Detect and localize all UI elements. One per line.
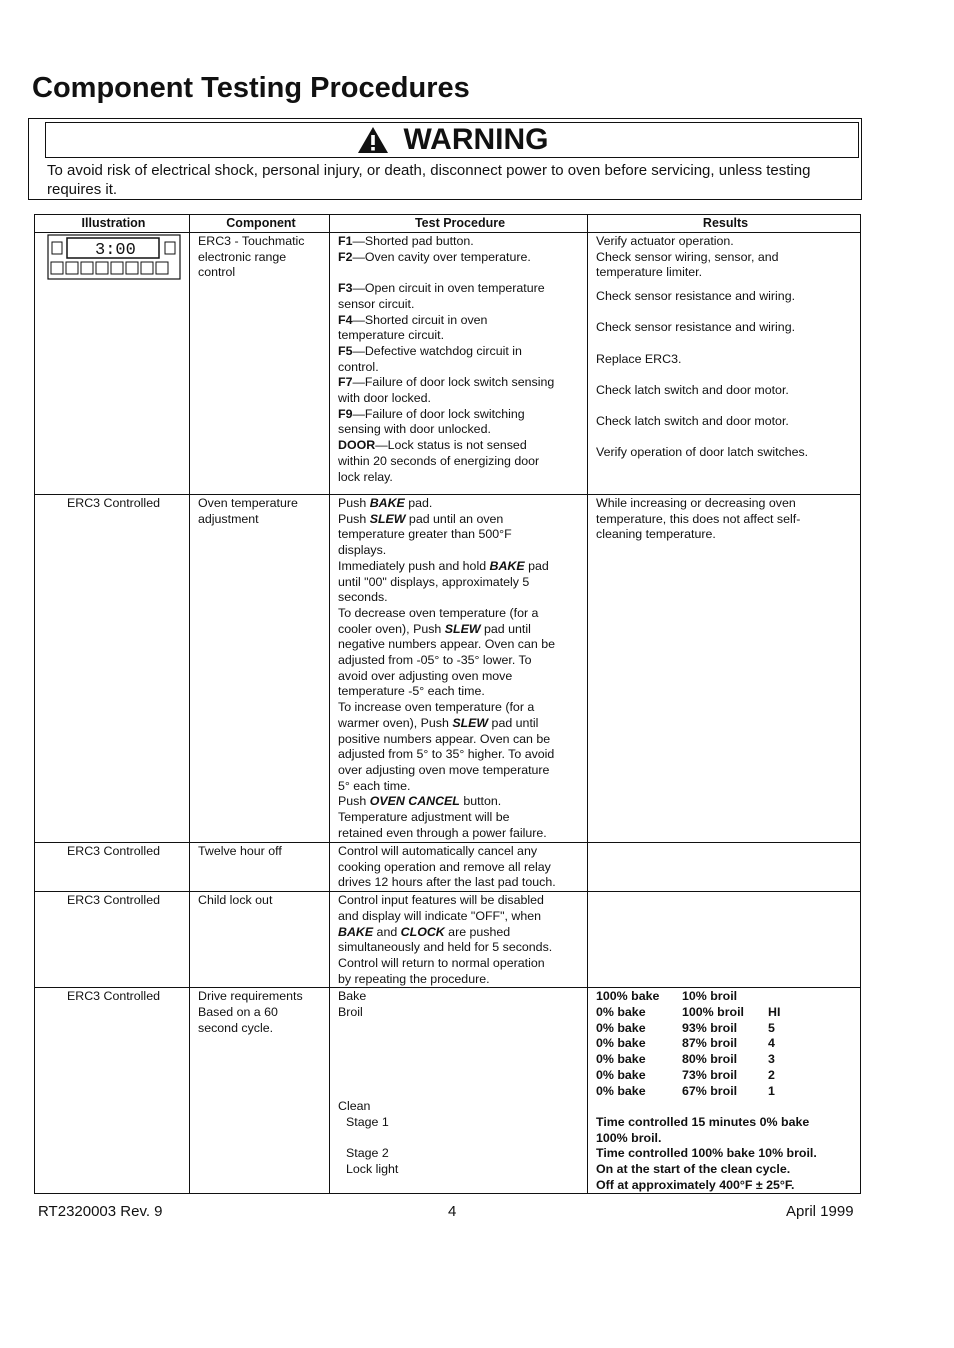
result-line: Time controlled 15 minutes 0% bake (596, 1114, 810, 1129)
header-illustration: Illustration (35, 215, 190, 233)
procedure-line: temperature greater than 500°F (338, 527, 512, 542)
drive-row: 0% bake 67% broil 1 (596, 1083, 775, 1098)
result-line: temperature limiter. (596, 265, 703, 280)
result-line: Check latch switch and door motor. (596, 382, 789, 397)
component-line: electronic range (198, 249, 287, 264)
results-cell (588, 843, 861, 892)
procedure-line: cooking operation and remove all relay (338, 859, 551, 874)
component-cell (190, 843, 330, 892)
code-key: F1 (338, 234, 353, 248)
component-line: Twelve hour off (198, 844, 282, 858)
code-text: —Shorted pad button. (352, 234, 474, 248)
result-line: 100% broil. (596, 1130, 662, 1145)
code-key: F5 (338, 343, 353, 358)
procedure-line: drives 12 hours after the last pad touch. (338, 875, 556, 890)
procedure-line: positive numbers appear. Oven can be (338, 731, 551, 746)
footer-page-number: 4 (448, 1203, 457, 1220)
drive-row: 0% bake 87% broil 4 (596, 1036, 775, 1051)
table-row (35, 843, 861, 892)
component-line: Based on a 60 (198, 1005, 278, 1020)
table-row (35, 495, 861, 843)
illustration-cell (35, 233, 190, 495)
warning-box (28, 118, 862, 200)
table-row (35, 988, 861, 1194)
code-text: with door locked. (338, 391, 431, 406)
procedure-line: avoid over adjusting oven move (338, 668, 513, 683)
procedure-line: Push OVEN CANCEL button. (338, 794, 502, 809)
header-results: Results (588, 215, 861, 233)
header-test-procedure: Test Procedure (330, 215, 588, 233)
drive-row: 100% bake 10% broil (596, 989, 738, 1004)
procedure-line: 5° each time. (338, 778, 411, 793)
procedure-line: Stage 1 (346, 1114, 389, 1129)
result-line: Off at approximately 400°F ± 25°F. (596, 1177, 795, 1192)
component-line: Oven temperature (198, 496, 298, 510)
code-key: DOOR (338, 438, 376, 453)
code-text: temperature circuit. (338, 328, 445, 343)
procedure-line: cooler oven), Push SLEW pad until (338, 621, 531, 636)
results-cell (588, 892, 861, 988)
procedure-line: Temperature adjustment will be (338, 810, 510, 825)
procedure-line: and display will indicate "OFF", when (338, 908, 542, 923)
procedure-cell (330, 233, 588, 495)
code-text: sensor circuit. (338, 296, 415, 311)
procedure-line: Lock light (346, 1161, 399, 1176)
component-cell (190, 892, 330, 988)
result-line: While increasing or decreasing oven (596, 496, 796, 510)
procedure-line: Push SLEW pad until an oven (338, 511, 504, 526)
procedure-line: temperature -5° each time. (338, 684, 485, 699)
footer-date: April 1999 (786, 1203, 854, 1220)
drive-row: 0% bake 73% broil 2 (596, 1067, 775, 1082)
procedure-line: BAKE and CLOCK are pushed (338, 924, 511, 939)
procedure-line: simultaneously and held for 5 seconds. (338, 940, 553, 955)
code-key: F7 (338, 375, 353, 390)
drive-row: 0% bake 80% broil 3 (596, 1052, 775, 1067)
component-line: second cycle. (198, 1020, 274, 1035)
code-text: —Lock status is not sensed (375, 438, 527, 453)
component-line: Child lock out (198, 893, 273, 908)
procedure-line: over adjusting oven move temperature (338, 762, 550, 777)
procedure-line: Push BAKE pad. (338, 496, 433, 510)
procedure-line: Broil (338, 1005, 363, 1020)
procedure-line: Control will return to normal operation (338, 955, 545, 970)
drive-row: 0% bake 93% broil 5 (596, 1020, 775, 1035)
code-key: F9 (338, 406, 353, 421)
procedure-line: adjusted from -05° to -35° lower. To (338, 653, 532, 668)
results-cell (588, 988, 861, 1194)
result-line: Verify actuator operation. (596, 234, 734, 248)
drive-row: 0% bake 100% broil HI (596, 1005, 781, 1020)
component-line: ERC3 - Touchmatic (198, 234, 305, 248)
component-line: adjustment (198, 511, 259, 526)
procedure-cell (330, 892, 588, 988)
component-line: Drive requirements (198, 989, 303, 1004)
code-text: lock relay. (338, 469, 393, 484)
procedure-line: retained even through a power failure. (338, 825, 547, 840)
procedure-line: displays. (338, 543, 387, 558)
procedure-line: Clean (338, 1099, 371, 1114)
procedure-line: Control will automatically cancel any (338, 844, 538, 858)
code-key: F4 (338, 312, 353, 327)
warning-header (45, 122, 859, 158)
procedure-line: To increase oven temperature (for a (338, 700, 535, 715)
code-text: —Defective watchdog circuit in (352, 343, 522, 358)
table-row (35, 233, 861, 495)
result-line: Time controlled 100% bake 10% broil. (596, 1146, 817, 1161)
illustration-cell: ERC3 Controlled (35, 892, 190, 988)
code-text: sensing with door unlocked. (338, 422, 491, 437)
result-line: Check sensor resistance and wiring. (596, 320, 796, 335)
results-cell (588, 495, 861, 843)
component-cell (190, 233, 330, 495)
procedure-line: Bake (338, 989, 367, 1004)
procedure-line: Immediately push and hold BAKE pad (338, 558, 549, 573)
procedure-line: negative numbers appear. Oven can be (338, 637, 555, 652)
display-time: 3:00 (94, 241, 136, 260)
procedure-table (34, 214, 861, 1194)
procedure-line: Stage 2 (346, 1146, 389, 1161)
procedure-line: by repeating the procedure. (338, 971, 490, 986)
illustration-cell: ERC3 Controlled (35, 843, 190, 892)
illustration-cell: ERC3 Controlled (35, 988, 190, 1194)
code-text: control. (338, 359, 379, 374)
result-line: temperature, this does not affect self- (596, 511, 801, 526)
warning-heading: WARNING (403, 123, 549, 156)
warning-text: To avoid risk of electrical shock, personal injury, or death, disconnect power to oven before servicing, unless testing requires it. (47, 162, 811, 198)
procedure-line: adjusted from 5° to 35° higher. To avoid (338, 747, 555, 762)
result-line: Check sensor wiring, sensor, and (596, 249, 779, 264)
component-line: control (198, 265, 236, 280)
footer-doc-number: RT2320003 Rev. 9 (38, 1203, 163, 1220)
page-title: Component Testing Procedures (32, 72, 470, 104)
code-text: —Shorted circuit in oven (352, 312, 488, 327)
header-component: Component (190, 215, 330, 233)
procedure-line: Control input features will be disabled (338, 893, 544, 908)
code-text: —Oven cavity over temperature. (352, 249, 531, 264)
procedure-cell (330, 495, 588, 843)
code-key: F2 (338, 249, 353, 264)
result-line: Check latch switch and door motor. (596, 413, 789, 428)
control-panel-illustration (47, 234, 181, 280)
result-line: On at the start of the clean cycle. (596, 1162, 791, 1177)
procedure-line: To decrease oven temperature (for a (338, 605, 539, 620)
table-row (35, 892, 861, 988)
code-text: —Failure of door lock switch sensing (352, 375, 555, 390)
result-line: cleaning temperature. (596, 527, 716, 542)
code-text: —Open circuit in oven temperature (352, 281, 545, 296)
result-line: Replace ERC3. (596, 351, 682, 366)
code-key: F3 (338, 281, 353, 296)
illustration-cell: ERC3 Controlled (35, 495, 190, 843)
procedure-line: until "00" displays, approximately 5 (338, 574, 530, 589)
component-cell (190, 988, 330, 1194)
code-text: within 20 seconds of energizing door (338, 453, 540, 468)
result-line: Check sensor resistance and wiring. (596, 289, 796, 304)
component-cell (190, 495, 330, 843)
result-line: Verify operation of door latch switches. (596, 445, 809, 460)
results-cell (588, 233, 861, 495)
procedure-cell (330, 988, 588, 1194)
code-text: —Failure of door lock switching (352, 406, 525, 421)
procedure-line: seconds. (338, 590, 388, 605)
warning-triangle-icon (356, 125, 390, 155)
procedure-line: warmer oven), Push SLEW pad until (338, 715, 539, 730)
procedure-cell (330, 843, 588, 892)
